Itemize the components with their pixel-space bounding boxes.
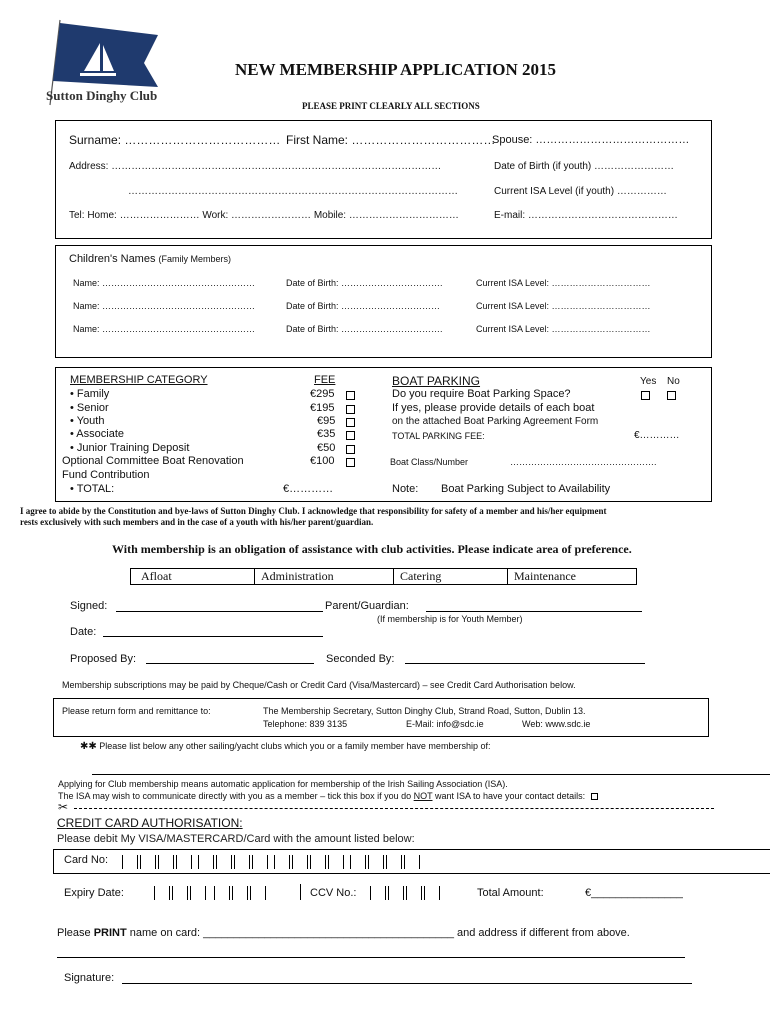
payment-note: Membership subscriptions may be paid by Cheque/Cash or Credit Card (Visa/Mastercard) – see Credit Card Authorisation below. [62,680,576,690]
child-dob-3[interactable]: Date of Birth: ……………………………. [286,324,443,334]
parking-details-line1: If yes, please provide details of each boat [392,402,595,414]
boat-class-label: Boat Class/Number [390,457,469,467]
expiry-label: Expiry Date: [64,887,124,899]
child-name-2[interactable]: Name: …………………………………………… [73,301,256,311]
other-clubs-line[interactable] [92,774,770,775]
checkbox-committee[interactable] [346,458,355,467]
isa-line-1: Applying for Club membership means automatic application for membership of the Irish Sailing Association (ISA). [58,779,508,789]
ccv-label: CCV No.: [310,887,357,899]
parking-total-label: TOTAL PARKING FEE: [392,431,485,441]
parking-details-line2: on the attached Boat Parking Agreement Form [392,416,599,427]
return-address: The Membership Secretary, Sutton Dinghy Club, Strand Road, Sutton, Dublin 13. [263,706,586,716]
parking-no-checkbox[interactable] [667,391,676,400]
club-name: Sutton Dinghy Club [46,88,158,103]
total-amount-label: Total Amount: [477,887,544,899]
isa-not: NOT [413,791,433,801]
assistance-text: With membership is an obligation of assistance with club activities. Please indicate area of preference. [112,542,632,556]
category-fund: Fund Contribution [62,469,150,481]
proposed-line[interactable] [146,663,314,664]
fee-senior: €195 [310,402,335,414]
parking-no-label: No [667,376,680,387]
checkbox-associate[interactable] [346,431,355,440]
signed-label: Signed: [70,600,108,612]
return-web: Web: www.sdc.ie [522,719,591,729]
card-intro: Please debit My VISA/MASTERCARD/Card with the amount listed below: [57,833,415,845]
card-number-input[interactable] [122,853,422,871]
other-clubs-note [80,741,490,752]
assistance-table [130,568,637,585]
phone-fields[interactable]: Tel: Home: …………………… Work: …………………… Mobile: …………………………… [69,210,459,221]
seconded-line[interactable] [405,663,645,664]
cut-line [74,808,714,809]
parent-line[interactable] [426,611,642,612]
return-email: E-Mail: info@sdc.ie [406,719,484,729]
fee-total[interactable]: €………… [283,483,334,495]
children-heading-note: (Family Members) [158,254,232,264]
email-field[interactable]: E-mail: ……………………………………… [494,210,678,221]
expiry-input[interactable] [154,884,268,902]
isa-line-2 [58,791,598,801]
checkbox-family[interactable] [346,391,355,400]
form-subtitle: PLEASE PRINT CLEARLY ALL SECTIONS [302,101,480,111]
child-isa-2[interactable]: Current ISA Level: …………………………… [476,301,651,311]
address-line-2[interactable]: ……………………………………………………………………………………… [128,186,458,197]
return-label: Please return form and remittance to: [62,706,211,716]
checkbox-youth[interactable] [346,418,355,427]
address-line[interactable] [57,957,685,958]
area-catering[interactable]: Catering [394,569,508,584]
print-a: Please [57,927,94,939]
category-committee: Optional Committee Boat Renovation [62,455,244,467]
asterisk-icon: ✱✱ [80,741,97,752]
parking-note-text: Boat Parking Subject to Availability [441,483,611,495]
category-associate: • Associate [70,428,124,440]
children-heading-text: Children's Names [69,253,156,265]
parking-note-label: Note: [392,483,419,495]
child-dob-2[interactable]: Date of Birth: …………………………… [286,301,441,311]
signed-line[interactable] [116,611,323,612]
parking-total-value[interactable]: €………… [634,430,680,441]
child-name-3[interactable]: Name: …………………………………………… [73,324,256,334]
spouse-field[interactable]: Spouse: …………………………………… [492,134,690,146]
child-isa-1[interactable]: Current ISA Level: …………………………… [476,278,651,288]
membership-heading: MEMBERSHIP CATEGORY [70,374,208,386]
return-section [53,698,709,737]
agreement-line-2: rests exclusively with such members and in the case of a youth with his/her parent/guardian. [20,517,374,527]
print-b: PRINT [93,927,127,939]
child-dob-1[interactable]: Date of Birth: ……………………………. [286,278,443,288]
category-total: • TOTAL: [70,483,115,495]
parking-question: Do you require Boat Parking Space? [392,388,571,400]
surname-field[interactable]: Surname: ………………………………… [69,133,281,147]
fee-junior: €50 [317,442,336,454]
date-line[interactable] [103,636,323,637]
fee-committee: €100 [310,455,335,467]
card-no-label: Card No: [64,854,109,866]
proposed-label: Proposed By: [70,653,137,665]
isa-line-2a: The ISA may wish to communicate directly with you as a member – tick this box if you do [58,791,414,801]
category-junior: • Junior Training Deposit [70,442,190,454]
return-phone: Telephone: 839 3135 [263,719,348,729]
card-heading: CREDIT CARD AUTHORISATION: [57,816,243,830]
dob-field[interactable]: Date of Birth (if youth) …………………… [494,161,675,172]
card-heading-text: CREDIT CARD AUTHORISATION [57,816,240,830]
total-amount-field[interactable]: €_______________ [585,887,683,899]
category-senior: • Senior [70,402,109,414]
category-youth: • Youth [70,415,105,427]
category-family: • Family [70,388,110,400]
signature-line[interactable] [122,983,692,984]
isa-line-2b: want ISA to have your contact details: [432,791,586,801]
child-name-1[interactable]: Name: …………………………………………… [73,278,256,288]
divider [300,884,301,900]
date-label: Date: [70,626,97,638]
fee-associate: €35 [317,428,336,440]
print-c: name on card: _________________________________________ and address if different from above. [126,927,630,939]
agreement-line-1: I agree to abide by the Constitution and bye-laws of Sutton Dinghy Club. I acknowledge that responsibility for safety of a member and his/her equipment [20,506,607,516]
fee-youth: €95 [317,415,336,427]
fee-family: €295 [310,388,335,400]
parking-yes-checkbox[interactable] [641,391,650,400]
fee-heading: FEE [314,374,336,386]
parent-note: (If membership is for Youth Member) [377,614,523,624]
isa-level-field[interactable]: Current ISA Level (if youth) …………… [494,186,667,197]
checkbox-junior[interactable] [346,445,355,454]
ccv-input[interactable] [370,884,442,902]
print-name-line[interactable] [57,927,630,939]
form-title: NEW MEMBERSHIP APPLICATION 2015 [235,60,556,79]
parking-yes-label: Yes [640,376,657,387]
seconded-label: Seconded By: [326,653,395,665]
parking-heading: BOAT PARKING [392,374,481,388]
child-isa-3[interactable]: Current ISA Level: …………………………… [476,324,651,334]
first-name-field[interactable]: First Name: ……………………………… [286,133,496,147]
card-number-row [53,849,770,874]
checkbox-senior[interactable] [346,405,355,414]
area-administration[interactable]: Administration [255,569,394,584]
membership-section [55,367,712,502]
area-maintenance[interactable]: Maintenance [514,569,576,583]
area-afloat[interactable]: Afloat [131,569,255,584]
isa-checkbox[interactable] [591,793,598,800]
address-field[interactable]: Address: ……………………………………………………………………………………… [69,161,442,172]
parent-label: Parent/Guardian: [325,600,409,612]
scissors-icon: ✂ [58,800,69,814]
children-heading [69,253,231,265]
club-logo [40,15,200,107]
signature-label: Signature: [64,972,115,984]
boat-class-field[interactable]: …………………………………………. [510,457,657,467]
other-clubs-text: Please list below any other sailing/yacht clubs which you or a family member have membership of: [99,741,491,751]
